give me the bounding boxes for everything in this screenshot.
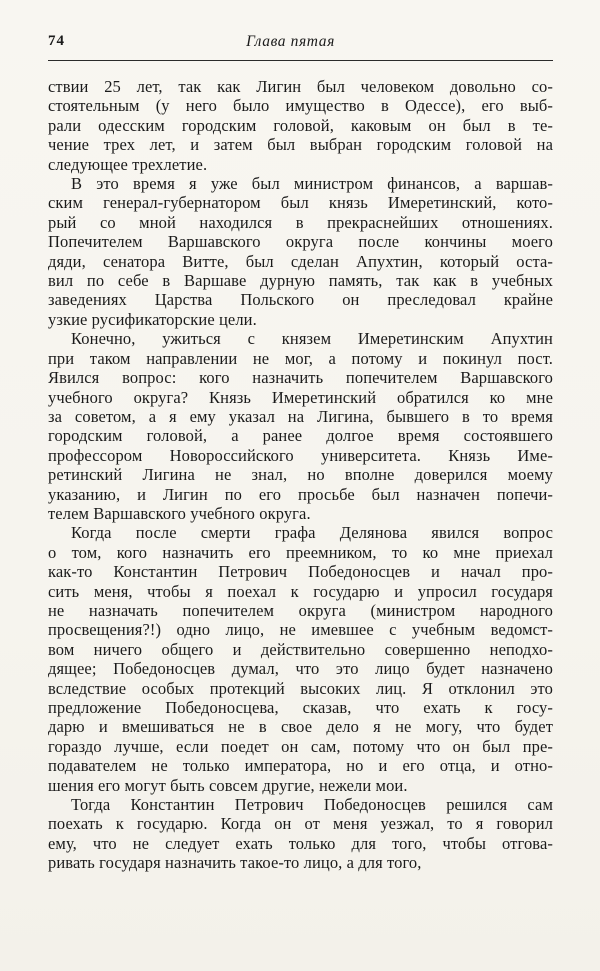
paragraph — [48, 523, 553, 795]
text-line: Попечителем Варшавского округа после кончины моего — [48, 232, 553, 252]
text-line: просвещения?!) одно лицо, не имевшее с учебным ведомст- — [48, 620, 553, 640]
text-line: узкие русификаторские цели. — [48, 309, 257, 329]
text-line: телем Варшавского учебного округа. — [48, 503, 311, 523]
text-line: профессором Новороссийского университета. Князь Име- — [48, 445, 553, 465]
text-line: указанию, и Лигин по его просьбе был назначен попечи- — [48, 484, 553, 504]
text-line: ему, что не следует ехать только для того, чтобы отгова- — [48, 833, 553, 853]
text-line: о том, кого назначить его преемником, то ко мне приехал — [48, 542, 553, 562]
text-line: ствии 25 лет, так как Лигин был человеком довольно со- — [48, 77, 553, 96]
text-line: вил по себе в Варшаве дурную память, так как в учебных — [48, 271, 553, 291]
text-line: Когда после смерти графа Делянова явился вопрос — [71, 523, 553, 543]
page-number: 74 — [48, 33, 65, 49]
text-line: за советом, а я ему указал на Лигина, бывшего в то время — [48, 406, 553, 426]
paragraph — [48, 795, 553, 873]
paragraph — [48, 77, 553, 174]
text-line: подавателем не только императора, но и его отца, и отно- — [48, 756, 553, 776]
text-line: вом ничего общего и действительно совершенно неподхо- — [48, 639, 553, 659]
text-line: стоятельным (у него было имущество в Одессе), его выб- — [48, 96, 553, 116]
text-line: следующее трехлетие. — [48, 154, 208, 174]
paragraph — [48, 174, 553, 329]
text-line: рали одесским городским головой, каковым он был в те- — [48, 115, 553, 135]
chapter-title: Глава пятая — [246, 33, 335, 50]
header-rule — [48, 60, 553, 61]
text-line: ривать государя назначить такое-то лицо, а для того, — [48, 853, 422, 873]
text-line: предложение Победоносцева, сказав, что ехать к госу- — [48, 698, 553, 717]
text-line: при таком направлении не мог, а потому и покинул пост. — [48, 348, 553, 368]
page-header — [48, 33, 553, 53]
text-line: Конечно, ужиться с князем Имеретинским Апухтин — [71, 329, 553, 349]
text-line: рый со мной находился в прекраснейших отношениях. — [48, 212, 553, 232]
text-line: городским головой, а ранее долгое время состоявшего — [48, 426, 553, 446]
text-line: как-то Константин Петрович Победоносцев и начал про- — [48, 562, 553, 582]
text-line: учебного округа? Князь Имеретинский обратился ко мне — [48, 387, 553, 407]
text-line: дарю и вмешиваться не в свое дело я не могу, что будет — [48, 717, 553, 737]
text-line: чение трех лет, и затем был выбран городским головой на — [48, 135, 553, 155]
text-line: шения его могут быть совсем другие, нежели мои. — [48, 775, 408, 795]
text-line: не назначать попечителем округа (министром народного — [48, 600, 553, 620]
page-body — [48, 77, 553, 873]
text-line: дяди, сенатора Витте, был сделан Апухтин, который оста- — [48, 251, 553, 271]
text-line: вследствие особых протекций высоких лиц. Я отклонил это — [48, 678, 553, 698]
text-line: ретинский Лигина не знал, но вполне доверился моему — [48, 465, 553, 485]
paragraph — [48, 329, 553, 523]
text-line: гораздо лучше, если поедет он сам, потому что он был пре- — [48, 736, 553, 756]
text-line: дящее; Победоносцев думал, что это лицо будет назначено — [48, 659, 553, 679]
text-line: В это время я уже был министром финансов, а варшав- — [71, 174, 553, 194]
text-line: Тогда Константин Петрович Победоносцев решился сам — [71, 795, 553, 815]
text-line: Явился вопрос: кого назначить попечителем Варшавского — [48, 368, 553, 388]
text-line: заведениях Царства Польского он преследовал крайне — [48, 290, 553, 310]
text-line: ским генерал-губернатором был князь Имеретинский, кото- — [48, 193, 553, 213]
text-line: сить меня, чтобы я поехал к государю и упросил государя — [48, 581, 553, 601]
text-line: поехать к государю. Когда он от меня уезжал, то я говорил — [48, 814, 553, 834]
